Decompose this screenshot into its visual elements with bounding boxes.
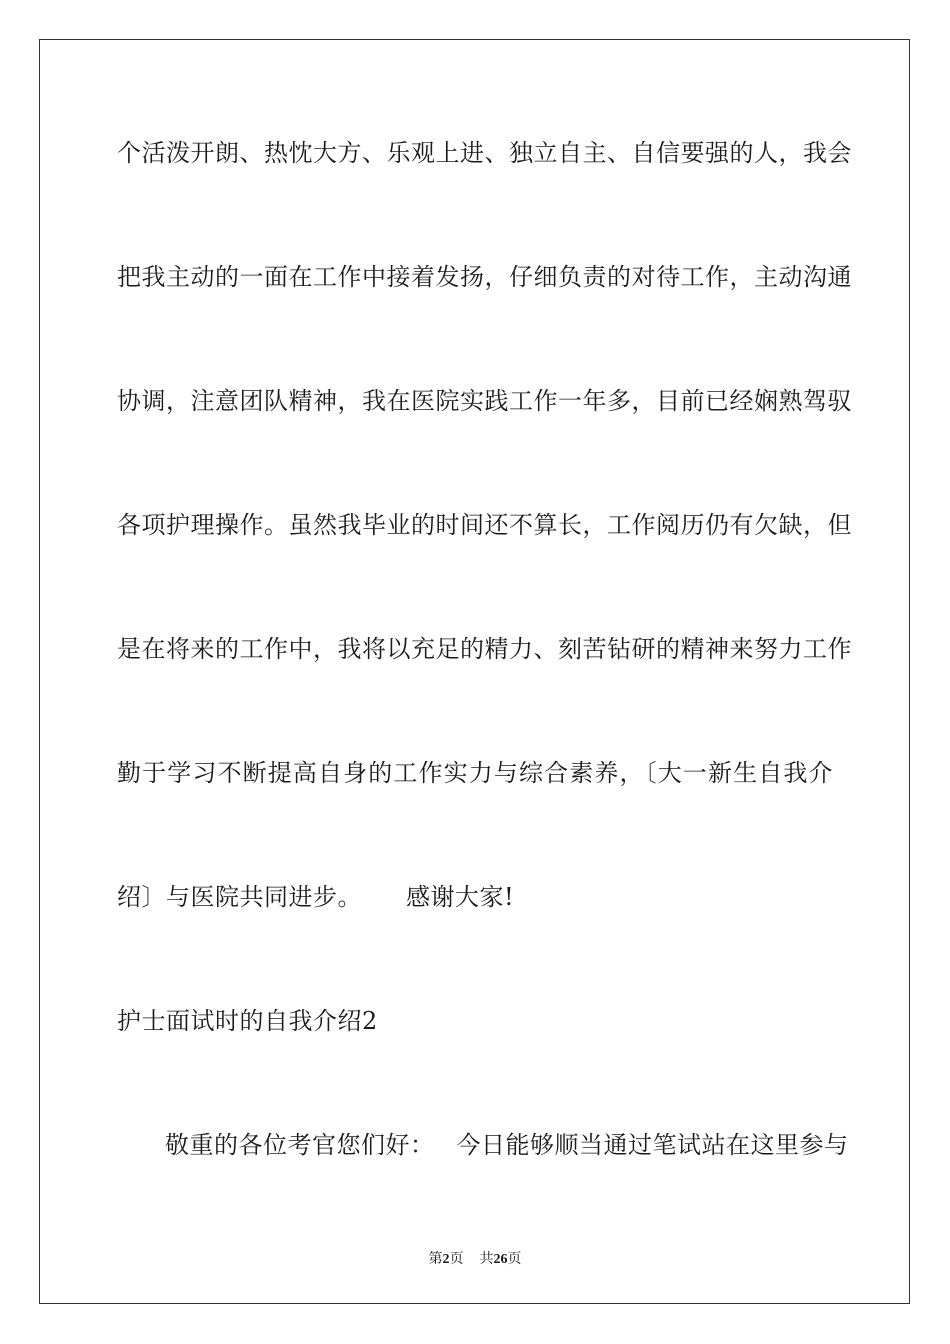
body-line-9 [165, 1130, 849, 1160]
body-line-7 [117, 882, 833, 912]
footer-total-pages: 26 [493, 1252, 508, 1267]
page-border [39, 39, 910, 1304]
greeting-text: 敬重的各位考官您们好： [165, 1131, 435, 1159]
thanks-text: 感谢大家! [406, 883, 515, 911]
body-line-3: 协调，注意团队精神，我在医院实践工作一年多，目前已经娴熟驾驭 [117, 387, 852, 415]
page-footer [0, 1248, 950, 1268]
footer-total-prefix: 共 [479, 1251, 494, 1267]
footer-page-prefix: 第 [428, 1251, 443, 1267]
footer-page-number: 2 [442, 1252, 450, 1267]
body-line-7-sentence: 绍〕与医院共同进步。 [117, 883, 362, 911]
body-line-2: 把我主动的一面在工作中接着发扬，仔细负责的对待工作，主动沟通 [117, 263, 852, 291]
body-line-6: 勤于学习不断提高自身的工作实力与综合素养，〔大一新生自我介 [117, 759, 833, 787]
section-heading: 护士面试时的自我介绍2 [117, 1007, 378, 1035]
body-line-5: 是在将来的工作中，我将以充足的精力、刻苦钻研的精神来努力工作 [117, 635, 852, 663]
body-line-1: 个活泼开朗、热忱大方、乐观上进、独立自主、自信要强的人，我会 [117, 139, 852, 167]
footer-total-suffix: 页 [507, 1251, 522, 1267]
body-line-9-sentence: 今日能够顺当通过笔试站在这里参与 [456, 1131, 849, 1159]
body-line-4: 各项护理操作。虽然我毕业的时间还不算长，工作阅历仍有欠缺，但 [117, 511, 852, 539]
footer-page-suffix: 页 [449, 1251, 464, 1267]
